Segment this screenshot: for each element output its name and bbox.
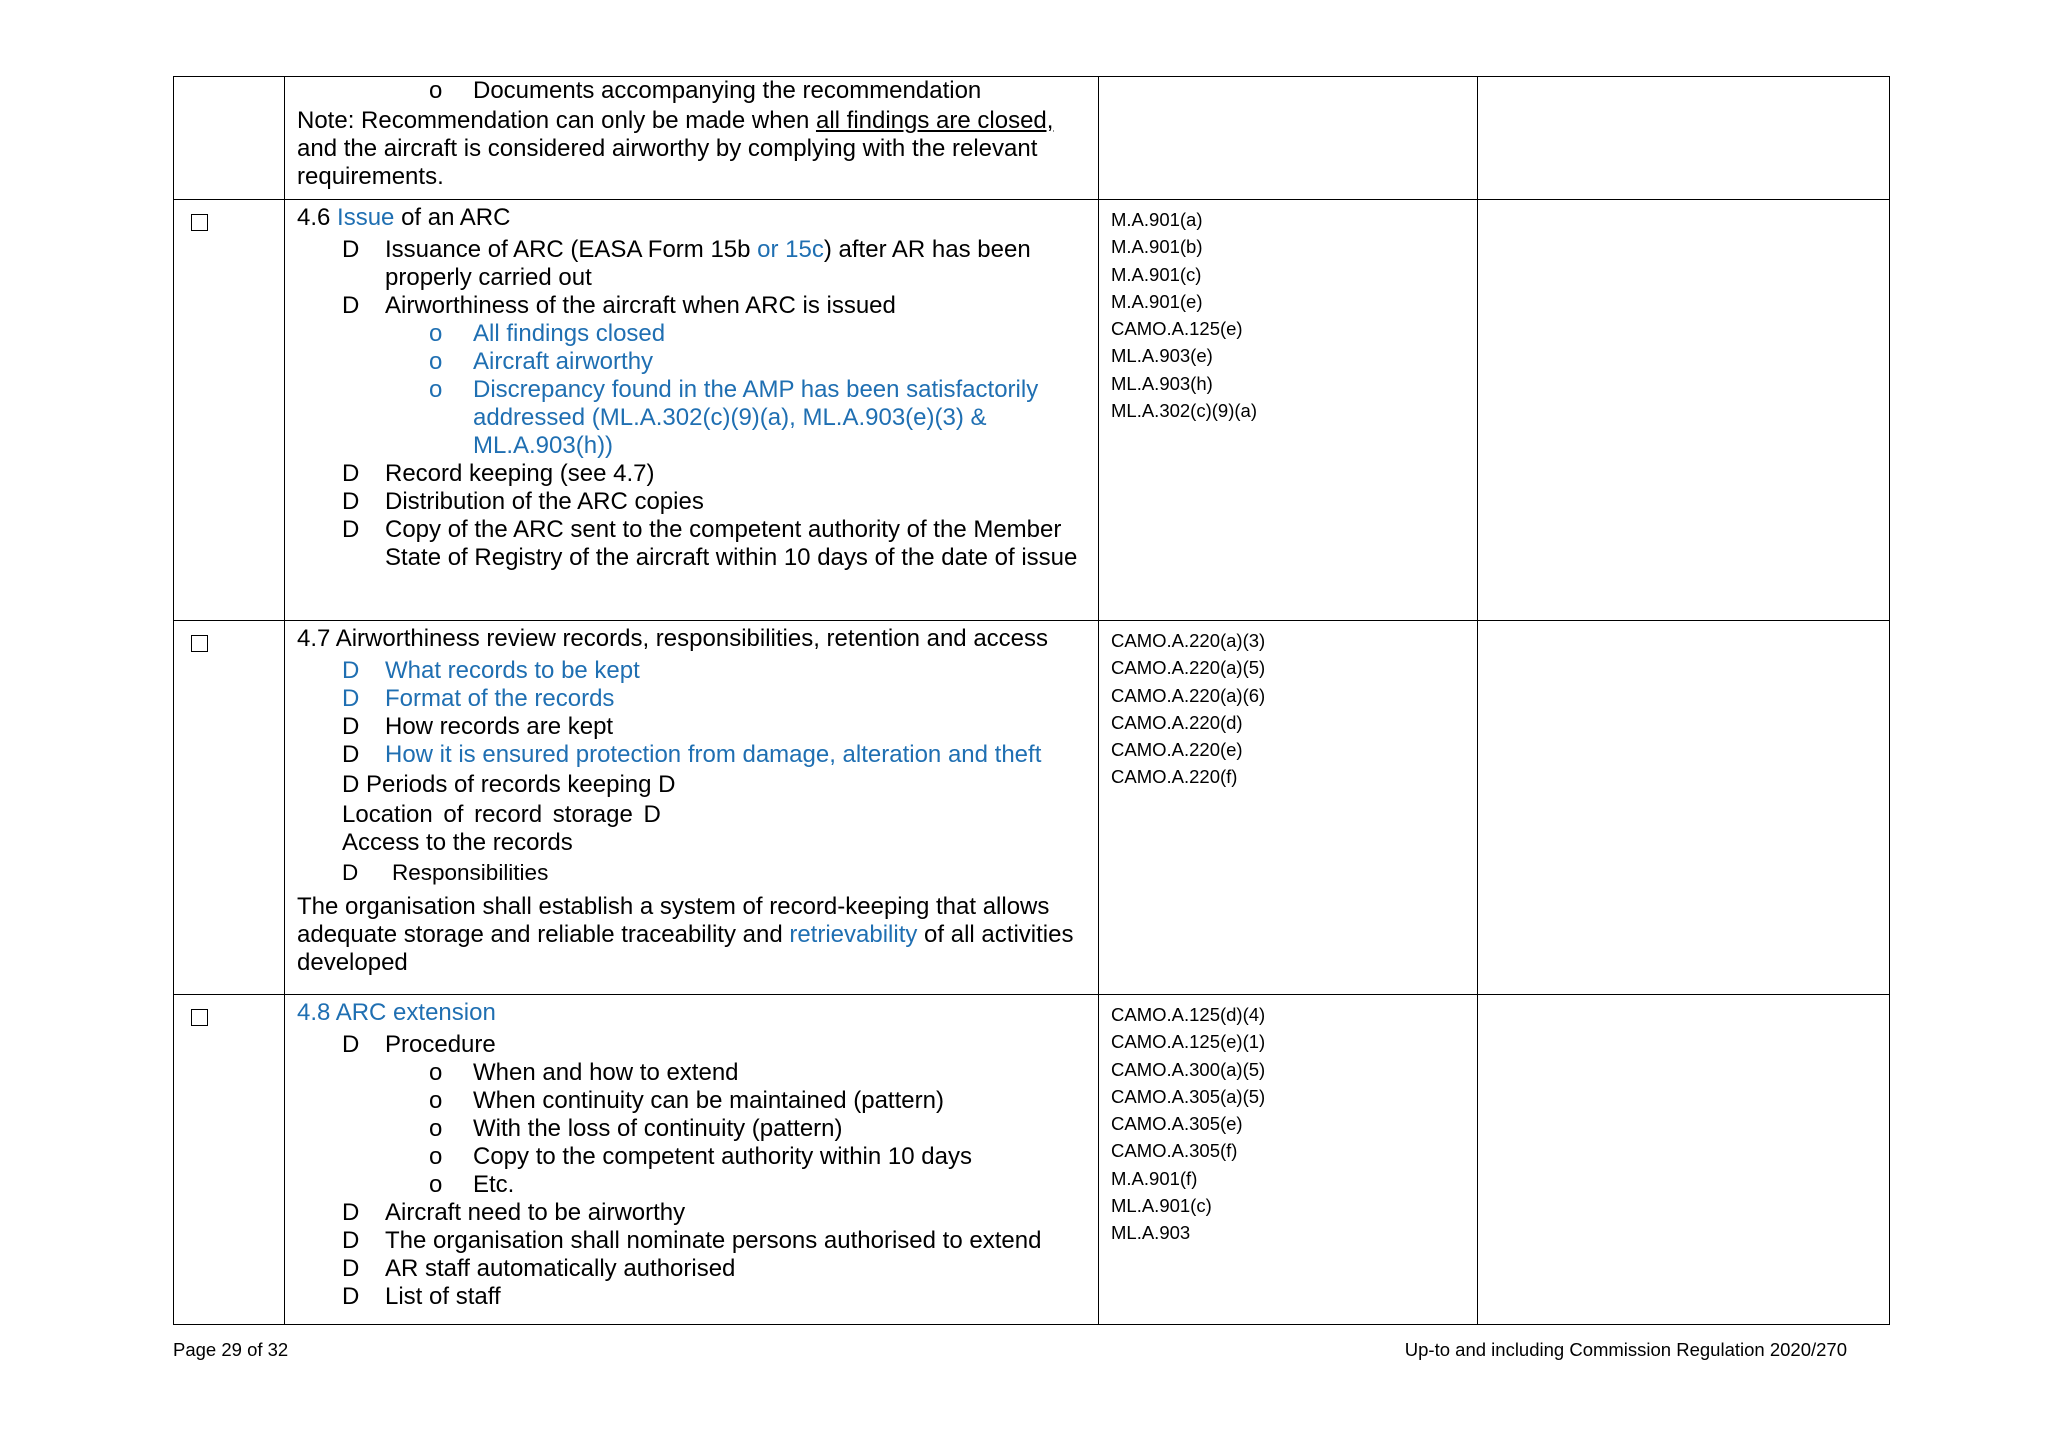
sub-list-item: o Etc. [429,1171,515,1198]
sub-bullet-marker: o [429,77,443,104]
list-item: D List of staff [342,1283,501,1310]
sub-bullet-marker: o [429,348,443,375]
bullet-marker: D [342,860,359,885]
sub-bullet-marker: o [429,376,443,403]
description-cell [285,621,1099,995]
list-item: D Format of the records [342,685,615,712]
reference-item: M.A.901(c) [1111,263,1202,285]
checkbox[interactable] [191,635,208,652]
table-row-4-5-continuation [174,77,1890,200]
reference-item: CAMO.A.305(e) [1111,1113,1243,1135]
references-cell [1099,77,1478,200]
sub-list-item: o With the loss of continuity (pattern) [429,1115,843,1142]
reference-item: CAMO.A.220(a)(3) [1111,630,1266,651]
sub-list-item: o Aircraft airworthy [429,348,654,375]
bullet-marker: D [342,657,360,684]
note-paragraph: Note: Recommendation can only be made when all findings are closed, and the aircraft is considered airworthy by complying with the relevant requirements. [297,107,1054,190]
table-row-4-7 [174,621,1890,995]
reference-item: M.A.901(e) [1111,290,1203,312]
description-cell [285,200,1099,621]
reference-item: CAMO.A.220(a)(5) [1111,657,1266,679]
remarks-cell [1478,200,1890,621]
references-cell [1099,995,1478,1325]
reference-item: M.A.901(b) [1111,236,1203,258]
reference-list [1099,995,1477,1253]
list-item: D How records are kept [342,713,614,740]
section-title: 4.7 Airworthiness review records, responsibilities, retention and access [297,625,1049,652]
bullet-marker: D [342,685,360,712]
list-item: D How it is ensured protection from damage, alteration and theft [342,741,1042,768]
list-line: Access to the records [342,829,573,856]
bullet-marker: D [342,1255,360,1282]
list-item-text: Documents accompanying the recommendation [473,77,982,104]
bullet-marker: D [342,236,360,263]
bullet-marker: D [342,488,360,515]
bullet-marker: D [342,741,360,768]
remarks-cell [1478,621,1890,995]
reference-item: ML.A.903(e) [1111,345,1213,367]
table-row-4-6 [174,200,1890,621]
list-item: D Procedure [342,1031,496,1058]
reference-item: CAMO.A.305(a)(5) [1111,1085,1266,1107]
sub-bullet-marker: o [429,1143,443,1170]
reference-item: M.A.901(f) [1111,1167,1198,1189]
sub-list-item: o When and how to extend [429,1059,739,1086]
list-item: D What records to be kept [342,657,640,684]
checklist-table [173,76,1890,1325]
sub-list-item: o All findings closed [429,320,666,347]
description-cell [285,77,1099,200]
list-item: D AR staff automatically authorised [342,1255,736,1282]
reference-item: CAMO.A.220(f) [1111,766,1238,788]
reference-list [1099,200,1477,430]
list-item: D Copy of the ARC sent to the competent authority of the Member State of Registry of the aircraft within 10 days of the date of issue [342,516,1078,571]
reference-item: CAMO.A.125(e)(1) [1111,1031,1266,1053]
list-item: D Aircraft need to be airworthy [342,1199,686,1226]
sub-list-item: o When continuity can be maintained (pattern) [429,1087,944,1114]
record-keeping-paragraph: The organisation shall establish a system of record-keeping that allows adequate storage and reliable traceability and retrievability of all activities developed [297,893,1074,976]
reference-item: CAMO.A.220(e) [1111,739,1243,761]
reference-item: CAMO.A.220(a)(6) [1111,684,1266,706]
list-item: D The organisation shall nominate persons authorised to extend [342,1227,1042,1254]
reference-item: CAMO.A.305(f) [1111,1140,1238,1162]
reference-item: ML.A.903(h) [1111,372,1213,394]
regulation-note: Up-to and including Commission Regulation 2020/270 [1404,1339,1847,1360]
reference-item: ML.A.901(c) [1111,1195,1212,1217]
list-item: D Issuance of ARC (EASA Form 15b or 15c) after AR has been properly carried out [342,236,1031,291]
reference-item: CAMO.A.125(d)(4) [1111,1004,1266,1025]
sub-bullet-marker: o [429,1171,443,1198]
reference-item: M.A.901(a) [1111,209,1203,230]
sub-bullet-marker: o [429,320,443,347]
description-cell [285,995,1099,1325]
reference-list [1099,621,1477,797]
list-item: D Distribution of the ARC copies [342,488,704,515]
page-number: Page 29 of 32 [173,1339,289,1360]
list-line: Location of record storage D [342,801,661,828]
list-line: D Periods of records keeping D [342,771,676,798]
bullet-marker: D [342,1199,360,1226]
bullet-marker: D [342,292,360,319]
table-row-4-8 [174,995,1890,1325]
list-item: D Airworthiness of the aircraft when ARC is issued [342,292,896,319]
sub-bullet-marker: o [429,1087,443,1114]
bullet-marker: D [342,1031,360,1058]
reference-item: CAMO.A.125(e) [1111,318,1243,340]
reference-item: ML.A.903 [1111,1222,1191,1244]
checkbox-cell [174,77,285,200]
bullet-marker: D [342,460,360,487]
sub-list-item: o Copy to the competent authority within 10 days [429,1143,972,1170]
reference-item: CAMO.A.220(d) [1111,711,1243,733]
list-item [297,77,1088,105]
list-item: D Responsibilities [342,860,549,885]
references-cell [1099,621,1478,995]
remarks-cell [1478,995,1890,1325]
bullet-marker: D [342,1227,360,1254]
checkbox[interactable] [191,214,208,231]
list-item: D Record keeping (see 4.7) [342,460,655,487]
sub-bullet-marker: o [429,1059,443,1086]
checkbox-cell [174,200,285,621]
bullet-marker: D [342,516,360,543]
reference-item: CAMO.A.300(a)(5) [1111,1058,1266,1080]
sub-list-item: o Discrepancy found in the AMP has been satisfactorily addressed (ML.A.302(c)(9)(a), ML.A.903(e)(3) & ML.A.903(h)) [429,376,1039,459]
checkbox-cell [174,995,285,1325]
section-title: 4.6 Issue of an ARC [297,204,511,231]
checkbox[interactable] [191,1009,208,1026]
references-cell [1099,200,1478,621]
bullet-marker: D [342,713,360,740]
remarks-cell [1478,77,1890,200]
reference-item: ML.A.302(c)(9)(a) [1111,400,1257,422]
bullet-marker: D [342,1283,360,1310]
section-title: 4.8 ARC extension [297,999,496,1026]
sub-bullet-marker: o [429,1115,443,1142]
checkbox-cell [174,621,285,995]
